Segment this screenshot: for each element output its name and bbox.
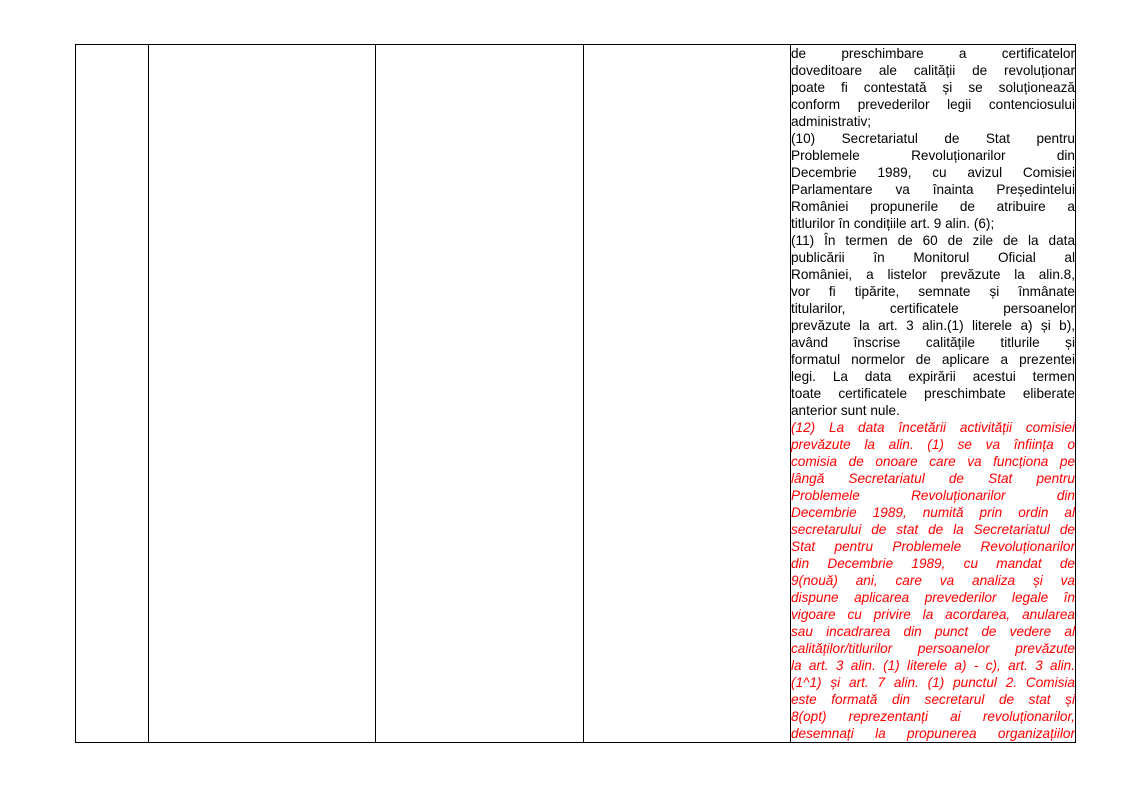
table-cell-3 [376, 45, 584, 743]
text-line: doveditoare ale calității de revoluționar [791, 63, 1075, 78]
table-cell-1 [76, 45, 149, 743]
text-line: (10) Secretariatul de Stat pentru [791, 131, 1075, 146]
text-line: desemnați la propunerea organizațiilor [791, 726, 1075, 741]
text-line: lângă Secretariatul de Stat pentru [791, 471, 1075, 486]
text-line: calităților/titlurilor persoanelor prevăzute [791, 641, 1075, 656]
text-line: Problemele Revoluționarilor din [791, 488, 1075, 503]
text-line: conform prevederilor legii contenciosului [791, 97, 1075, 112]
text-line: având înscrise calitățile titlurile și [791, 335, 1075, 350]
text-line: prevăzute la art. 3 alin.(1) literele a) și b), [791, 318, 1075, 333]
text-line: României propunerile de atribuire a [791, 199, 1075, 214]
document-table [75, 44, 1076, 743]
text-line: legi. La data expirării acestui termen [791, 369, 1075, 384]
text-line: 8(opt) reprezentanți ai revoluționarilor, [791, 709, 1075, 724]
text-line: la art. 3 alin. (1) literele a) - c), art. 3 alin. [791, 658, 1075, 673]
text-line: titularilor, certificatele persoanelor [791, 301, 1075, 316]
text-line: anterior sunt nule. [791, 403, 900, 418]
paragraph-p11 [791, 232, 1075, 419]
text-line: Stat pentru Problemele Revoluționarilor [791, 539, 1075, 554]
text-line: Parlamentare va înainta Președintelui [791, 182, 1075, 197]
paragraph-p9-cont [791, 45, 1075, 130]
text-line: titlurilor în condițiile art. 9 alin. (6); [791, 216, 995, 231]
text-line: vigoare cu privire la acordarea, anularea [791, 607, 1075, 622]
text-line: vor fi tipărite, semnate și înmânate [791, 284, 1075, 299]
text-line: prevăzute la alin. (1) se va înființa o [791, 437, 1075, 452]
text-line: (12) La data încetării activității comisiei [791, 420, 1075, 435]
text-line: dispune aplicarea prevederilor legale în [791, 590, 1075, 605]
amendment-text [791, 45, 1075, 742]
text-line: secretarului de stat de la Secretariatul de [791, 522, 1075, 537]
text-line: (1^1) și art. 7 alin. (1) punctul 2. Comisia [791, 675, 1075, 690]
text-line: toate certificatele preschimbate eliberate [791, 386, 1075, 401]
text-line: (11) În termen de 60 de zile de la data [791, 233, 1075, 248]
text-line: din Decembrie 1989, cu mandat de [791, 556, 1075, 571]
text-line: este formată din secretarul de stat și [791, 692, 1075, 707]
text-line: comisia de onoare care va funcționa pe [791, 454, 1075, 469]
table-row [76, 45, 1076, 743]
amendment-text-cell [791, 45, 1076, 743]
text-line: României, a listelor prevăzute la alin.8, [791, 267, 1075, 282]
text-line: Decembrie 1989, numită prin ordin al [791, 505, 1075, 520]
text-line: Decembrie 1989, cu avizul Comisiei [791, 165, 1075, 180]
text-line: 9(nouă) ani, care va analiza și va [791, 573, 1075, 588]
text-line: administrativ; [791, 114, 872, 129]
text-line: publicării în Monitorul Oficial al [791, 250, 1075, 265]
text-line: poate fi contestată și se soluționează [791, 80, 1075, 95]
table-cell-2 [149, 45, 376, 743]
text-line: Problemele Revoluționarilor din [791, 148, 1075, 163]
text-line: de preschimbare a certificatelor [791, 46, 1075, 61]
table-cell-4 [584, 45, 791, 743]
paragraph-p10 [791, 130, 1075, 232]
text-line: sau incadrarea din punct de vedere al [791, 624, 1075, 639]
text-line: formatul normelor de aplicare a prezentei [791, 352, 1075, 367]
paragraph-p12 [791, 419, 1075, 742]
